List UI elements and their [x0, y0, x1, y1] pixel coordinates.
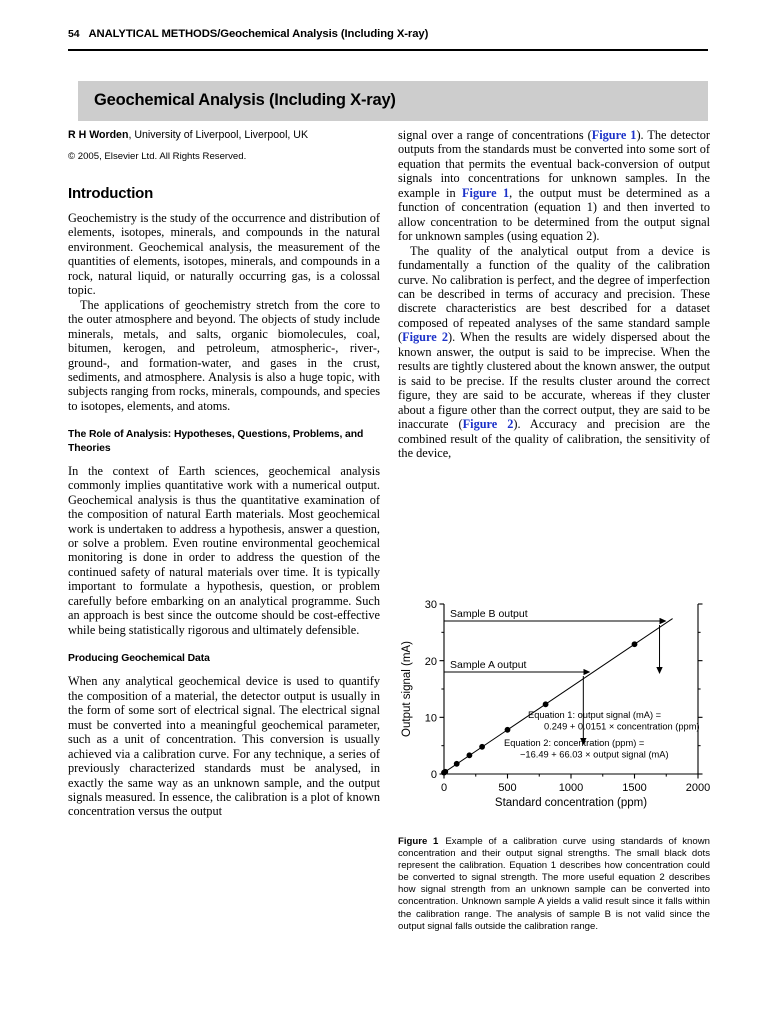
calibration-chart: [398, 596, 710, 832]
y-tick-label: 30: [424, 599, 437, 612]
xref-figure-1-first[interactable]: Figure 1: [591, 128, 637, 142]
data-point: [543, 701, 549, 707]
paragraph-right-1: [398, 128, 710, 244]
heading-producing-data: Producing Geochemical Data: [68, 653, 210, 665]
data-point: [442, 769, 448, 775]
copyright-line: © 2005, Elsevier Ltd. All Rights Reserved.: [68, 151, 247, 162]
y-tick-label: 20: [424, 655, 437, 668]
text-run: The quality of the analytical output from a device is fundamentally a function of the quality of the calibration curve. No calibration is perfect, and the degree of imperfection can be described in terms of accuracy and precision. These discrete characteristics are best described for a dataset composed of repeated analyses of the same standard sample (: [398, 243, 710, 345]
text-run: , the output must be determined as a function of concentration (equation 1) and then inverted to allow concentration to be determined from the output signal for unknown samples (using equation 2).: [398, 185, 710, 244]
paragraph-producing-1: When any analytical geochemical device is used to quantify the composition of a material, the detector output is usually in the form of some sort of electrical signal. The electrical signal must be converted into a meaningful geochemical parameter, such as a unit of concentration. This conversion is usually achieved via a calibration curve. For any technique, a series of previously characterized standards must be analysed, in exactly the same way as an unknown sample, and the output signals measured. In essence, the calibration is a plot of known concentration versus the output: [68, 674, 380, 819]
equation-2-annotation-line-1: Equation 2: concentration (ppm) =: [504, 738, 645, 748]
text-run: ). Accuracy and precision are the combined result of the quality of calibration, the sensitivity of the device,: [398, 417, 710, 460]
equation-2-annotation-line-2: −16.49 + 66.03 × output signal (mA): [520, 749, 669, 760]
y-tick-label: 10: [424, 712, 437, 725]
calibration-chart-svg: [398, 596, 710, 832]
author-affiliation: , University of Liverpool, Liverpool, UK: [128, 129, 309, 141]
text-run: ). When the results are widely dispersed about the known answer, the output is said to be imprecise. When the results are tightly clustered about the known answer, the output is said to be precise. If the results cluster around the correct figure, they are said to be accurate, whereas if they cluster about a figure other than the correct output, they are said to be inaccurate (: [398, 330, 710, 432]
heading-introduction: Introduction: [68, 185, 154, 202]
data-point: [479, 744, 485, 750]
running-head-article: Geochemical Analysis (Including X-ray): [220, 28, 429, 40]
running-head-separator: /: [217, 28, 221, 40]
equation-1-annotation-line-2: 0.249 + 0.0151 × concentration (ppm): [544, 721, 700, 732]
article-title-band: [78, 81, 708, 121]
paragraph-intro-1: Geochemistry is the study of the occurrence and distribution of elements, isotopes, minerals, and compounds in the natural environment. Geochemical analysis, the measurement of the quantities of elements, isotopes, minerals, and compounds in a rock, natural liquid, or naturally occurring gas, is a colossal topic.: [68, 211, 380, 298]
running-head: [68, 28, 708, 40]
x-tick-label: 500: [498, 782, 517, 794]
right-column: [398, 128, 710, 460]
author-name: R H Worden: [68, 129, 129, 141]
x-axis-label: Standard concentration (ppm): [494, 797, 648, 809]
paragraph-right-2: [398, 244, 710, 461]
header-rule: [68, 49, 708, 51]
y-tick-label: 0: [430, 769, 437, 782]
data-point: [454, 761, 460, 767]
figure-caption-text: Example of a calibration curve using standards of known concentration and their output signal strengths. The small black dots represent the calibration. Equation 1 describes how concentration could be converted to signal strength. The more useful equation 2 describes how signal strength from an unknown sample can be converted into concentration. Unknown sample A yields a valid result since it falls within the calibration range. The analysis of sample B is not valid since the output signal falls outside the calibration range.: [398, 836, 710, 932]
x-tick-label: 2000: [685, 782, 710, 794]
figure-1-caption: [398, 836, 710, 933]
paragraph-intro-2: The applications of geochemistry stretch from the core to the outer atmosphere and beyond. The objects of study include minerals, metals, and salts, organic biomolecules, coal, bitumen, kerogen, and petroleum, atmospheric-, river-, ground-, and formation-water, and gases in the crust, sediments, and atmosphere. Analysis is also a huge topic, with subjects ranging from rocks, minerals, compounds, and species to isotopes, elements, and atoms.: [68, 297, 380, 413]
figure-1: [398, 596, 710, 832]
equation-1-annotation-line-1: Equation 1: output signal (mA) =: [528, 710, 662, 720]
left-column: [68, 128, 380, 819]
sample-b-output-label: Sample B output: [450, 608, 528, 620]
sample-a-output-label: Sample A output: [450, 659, 527, 671]
x-tick-label: 0: [440, 782, 448, 794]
xref-figure-1-second[interactable]: Figure 1: [462, 185, 510, 200]
paragraph-role-1: In the context of Earth sciences, geochemical analysis commonly implies quantitative work with a numerical output. Geochemical analysis is thus the quantitative examination of the composition of natural Earth materials. Most geochemical work is undertaken to address a hypothesis, answer a question, or solve a problem. Even routine environmental geochemical monitoring is done in order to address the question of the continued safety of natural materials over time. It is typically important to formulate a hypothesis, question, or problem carefully before embarking on an analytical programme. Such an approach is best since the outcome should be cost-effective while being statistically rigorous and ultimately defensible.: [68, 463, 380, 637]
figure-caption-label: Figure 1: [398, 836, 439, 847]
data-point: [632, 641, 638, 647]
byline: [68, 128, 380, 142]
page-title: Geochemical Analysis (Including X-ray): [94, 91, 396, 109]
heading-role-of-analysis: The Role of Analysis: Hypotheses, Questions, Problems, and Theories: [68, 429, 364, 454]
running-head-section: ANALYTICAL METHODS: [88, 28, 218, 40]
x-tick-label: 1000: [558, 782, 584, 794]
x-tick-label: 1500: [622, 782, 647, 794]
xref-figure-2-second[interactable]: Figure 2: [462, 417, 514, 432]
xref-figure-2-first[interactable]: Figure 2: [402, 330, 449, 345]
text-run: signal over a range of concentrations (: [398, 128, 592, 142]
y-axis-label: Output signal (mA): [401, 641, 413, 737]
data-point: [467, 752, 473, 758]
data-point: [505, 727, 511, 733]
page-number: 54: [68, 28, 80, 40]
text-run: ). The detector outputs from the standards must be converted into some sort of equation that permits the eventual back-conversion of output signals into concentrations for unknown samples. In the example in: [398, 128, 710, 200]
